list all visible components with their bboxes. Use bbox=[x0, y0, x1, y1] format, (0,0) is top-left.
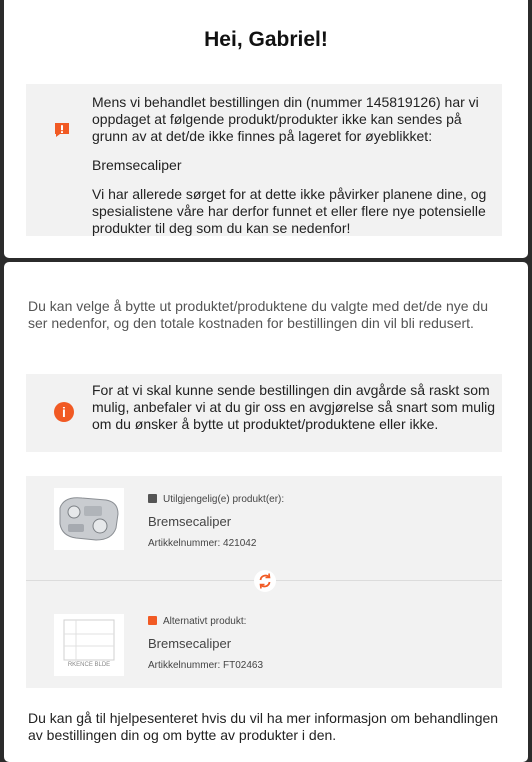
greeting-card bbox=[4, 0, 528, 258]
product-comparison bbox=[26, 476, 502, 688]
greeting-title: Hei, Gabriel! bbox=[204, 28, 328, 51]
alternative-article-number: Artikkelnummer: FT02463 bbox=[148, 660, 264, 671]
alternative-product-image bbox=[54, 614, 124, 676]
help-center-text: Du kan gå til hjelpesenteret hvis du vil ha mer informasjon om behandlingen av bestillingen din og om bytte av produkter i den. bbox=[28, 710, 499, 743]
intro-text: Du kan velge å bytte ut produktet/produktene du valgte med det/de nye du ser nedenfor, og den totale kostnaden for bestillingen din vil bli redusert. bbox=[28, 298, 488, 331]
alternative-checkbox-icon bbox=[148, 616, 157, 625]
notice-text bbox=[92, 94, 496, 249]
notice-paragraph-2: Vi har allerede sørget for at dette ikke påvirker planene dine, og spesialistene våre har derfor funnet et eller flere nye potensielle produkter til deg som du kan se nedenfor! bbox=[92, 186, 487, 236]
info-icon: i bbox=[54, 402, 74, 422]
unavailable-checkbox-icon bbox=[148, 494, 157, 503]
alternative-label bbox=[148, 616, 246, 627]
alternative-image-text: RKENCE BLDE bbox=[67, 662, 111, 668]
recommendation-text: For at vi skal kunne sende bestillingen din avgårde så raskt som mulig, anbefaler vi at du gir oss en avgjørelse så snart som mulig om du ønsker å bytte ut produktet/produktene eller ikke. bbox=[92, 382, 496, 432]
alternative-product-name: Bremsecaliper bbox=[148, 636, 232, 651]
unavailable-product-name: Bremsecaliper bbox=[148, 514, 232, 529]
unavailable-label bbox=[148, 494, 284, 505]
recommendation-notice bbox=[26, 374, 502, 452]
swap-icon bbox=[254, 570, 276, 592]
unavailable-label-text: Utilgjengelig(e) produkt(er): bbox=[163, 494, 285, 505]
replacement-card bbox=[4, 262, 528, 762]
out-of-stock-notice bbox=[26, 84, 502, 236]
notice-paragraph-1: Mens vi behandlet bestillingen din (nummer 145819126) har vi oppdaget at følgende produkt/produkter ikke kan sendes på grunn av at det/de ikke finnes på lageret for øyeblikket: bbox=[92, 94, 479, 144]
notice-product-name: Bremsecaliper bbox=[92, 157, 182, 173]
unavailable-article-number: Artikkelnummer: 421042 bbox=[148, 538, 257, 549]
alternative-label-text: Alternativt produkt: bbox=[163, 616, 247, 627]
exclamation-speech-icon bbox=[54, 122, 70, 138]
unavailable-product-image bbox=[54, 488, 124, 550]
